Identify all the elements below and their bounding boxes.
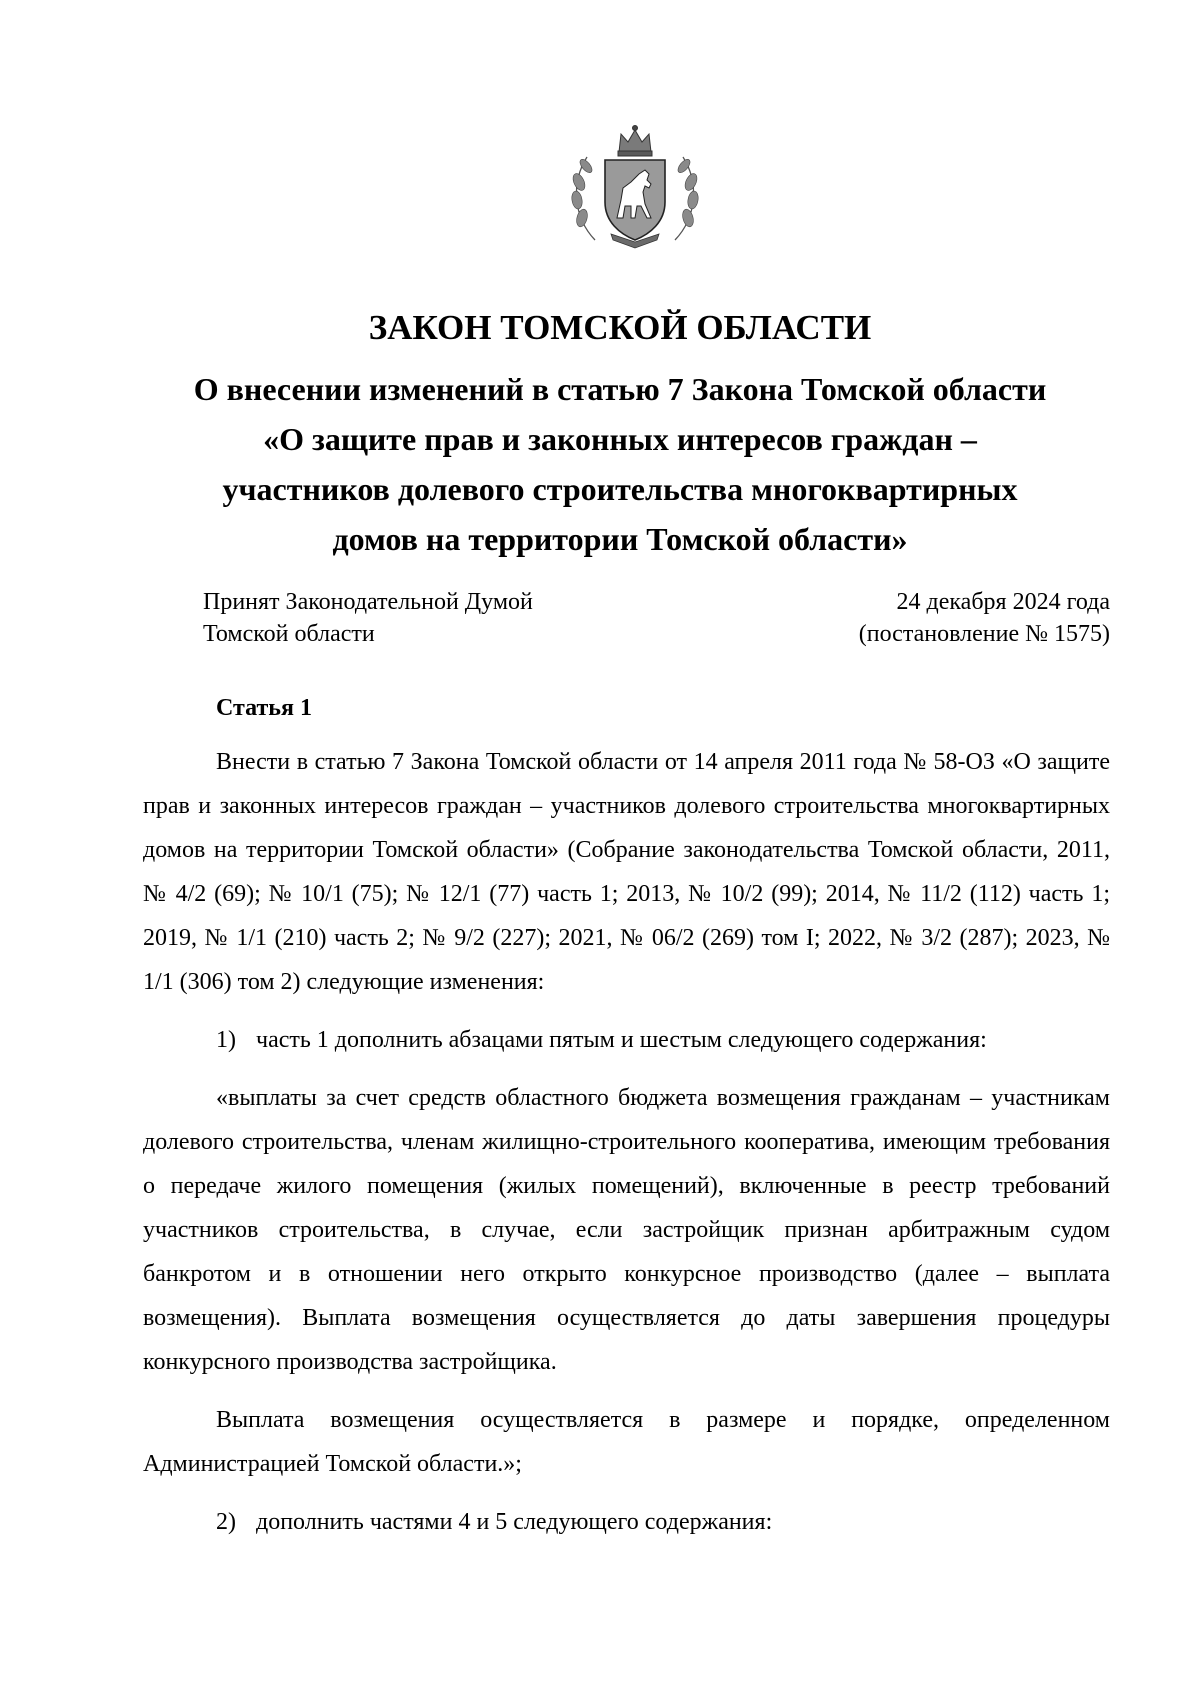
list-item-text: часть 1 дополнить абзацами пятым и шестым следующего содержания: <box>256 1027 987 1053</box>
law-subject-line: участников долевого строительства многоквартирных <box>222 471 1018 507</box>
adopted-by-line: Томской области <box>203 621 375 647</box>
adoption-date: 24 декабря 2024 года <box>896 589 1110 615</box>
list-item-number: 2) <box>216 1509 236 1535</box>
adoption-date-block <box>859 586 1110 650</box>
law-heading: ЗАКОН ТОМСКОЙ ОБЛАСТИ <box>368 308 872 347</box>
article-intro-paragraph: Внести в статью 7 Закона Томской области от 14 апреля 2011 года № 58-ОЗ «О защите прав и законных интересов граждан – участников долевого строительства многоквартирных домов на территории Томской области» (Собрание законодательства Томской области, 2011, № 4/2 (69); № 10/1 (75); № 12/1 (77) часть 1; 2013, № 10/2 (99); 2014, № 11/2 (112) часть 1; 2019, № 1/1 (210) часть 2; № 9/2 (227); 2021, № 06/2 (269) том I; 2022, № 3/2 (287); 2023, № 1/1 (306) том 2) следующие изменения: <box>143 749 1110 995</box>
quoted-paragraph: Выплата возмещения осуществляется в размере и порядке, определенном Администрацией Томской области.»; <box>143 1407 1110 1477</box>
law-subject-line: домов на территории Томской области» <box>332 521 908 557</box>
law-subject <box>130 364 1110 564</box>
article-1 <box>143 692 1110 1544</box>
coat-of-arms-icon <box>565 122 705 250</box>
list-item <box>143 1500 1110 1544</box>
list-item <box>143 1018 1110 1062</box>
article-heading: Статья 1 <box>216 695 312 721</box>
resolution-number: (постановление № 1575) <box>858 621 1110 647</box>
adopted-by-line: Принят Законодательной Думой <box>203 589 533 615</box>
list-item-number: 1) <box>216 1027 236 1053</box>
title-block <box>130 298 1110 564</box>
law-subject-line: «О защите прав и законных интересов граждан – <box>263 421 977 457</box>
adopted-by <box>203 586 533 650</box>
law-subject-line: О внесении изменений в статью 7 Закона Томской области <box>193 371 1047 407</box>
quoted-paragraph: «выплаты за счет средств областного бюджета возмещения гражданам – участникам долевого строительства, членам жилищно-строительного кооператива, имеющим требования о передаче жилого помещения (жилых помещений), включенные в реестр требований участников строительства, в случае, если застройщик признан арбитражным судом банкротом и в отношении него открыто конкурсное производство (далее – выплата возмещения). Выплата возмещения осуществляется до даты завершения процедуры конкурсного производства застройщика. <box>143 1085 1110 1375</box>
list-item-text: дополнить частями 4 и 5 следующего содержания: <box>256 1509 773 1535</box>
